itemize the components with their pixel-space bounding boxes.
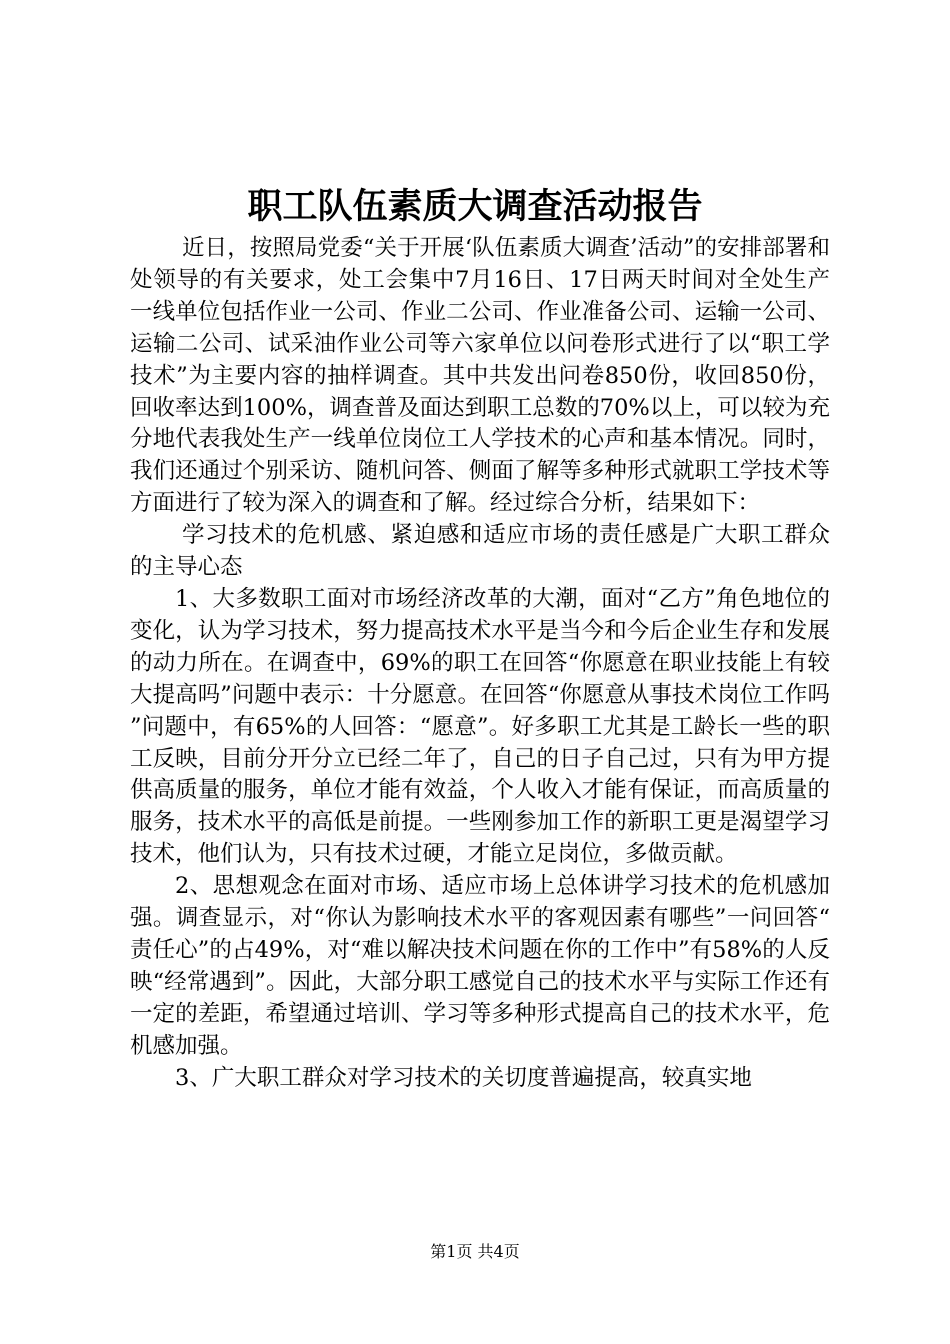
paragraph-item-3: 3、广大职工群众对学习技术的关切度普遍提高，较真实地 xyxy=(175,1064,752,1091)
document-body xyxy=(130,233,830,1094)
paragraph-item-1: 1、大多数职工面对市场经济改革的大潮，面对“乙方”角色地位的变化，认为学习技术，努力提高技术水平是当今和今后企业生存和发展的动力所在。在调查中，69%的职工在回答“你愿意在职业技能上有较大提高吗”问题中表示：十分愿意。在回答“你愿意从事技术岗位工作吗”问题中，有65%的人回答：“愿意”。好多职工尤其是工龄长一些的职工反映，目前分开分立已经二年了，自己的日子自己过，只有为甲方提供高质量的服务，单位才能有效益，个人收入才能有保证，而高质量的服务，技术水平的高低是前提。一些刚参加工作的新职工更是渴望学习技术，他们认为，只有技术过硬，才能立足岗位，多做贡献。 xyxy=(130,585,830,868)
page-number-footer: 第1页 共4页 xyxy=(430,1242,520,1261)
section-heading: 学习技术的危机感、紧迫感和适应市场的责任感是广大职工群众的主导心态 xyxy=(130,522,830,581)
paragraph-intro: 近日，按照局党委“关于开展‘队伍素质大调查’活动”的安排部署和处领导的有关要求，处工会集中7月16日、17日两天时间对全处生产一线单位包括作业一公司、作业二公司、作业准备公司、运输一公司、运输二公司、试采油作业公司等六家单位以问卷形式进行了以“职工学技术”为主要内容的抽样调查。其中共发出问卷850份，收回850份，回收率达到100%，调查普及面达到职工总数的70%以上，可以较为充分地代表我处生产一线单位岗位工人学技术的心声和基本情况。同时，我们还通过个别采访、随机问答、侧面了解等多种形式就职工学技术等方面进行了较为深入的调查和了解。经过综合分析，结果如下： xyxy=(130,235,830,517)
document-title: 职工队伍素质大调查活动报告 xyxy=(247,186,703,227)
paragraph-item-2: 2、思想观念在面对市场、适应市场上总体讲学习技术的危机感加强。调查显示，对“你认为影响技术水平的客观因素有哪些”一问回答“责任心”的占49%，对“难以解决技术问题在你的工作中”有58%的人反映“经常遇到”。因此，大部分职工感觉自己的技术水平与实际工作还有一定的差距，希望通过培训、学习等多种形式提高自己的技术水平，危机感加强。 xyxy=(130,873,830,1059)
